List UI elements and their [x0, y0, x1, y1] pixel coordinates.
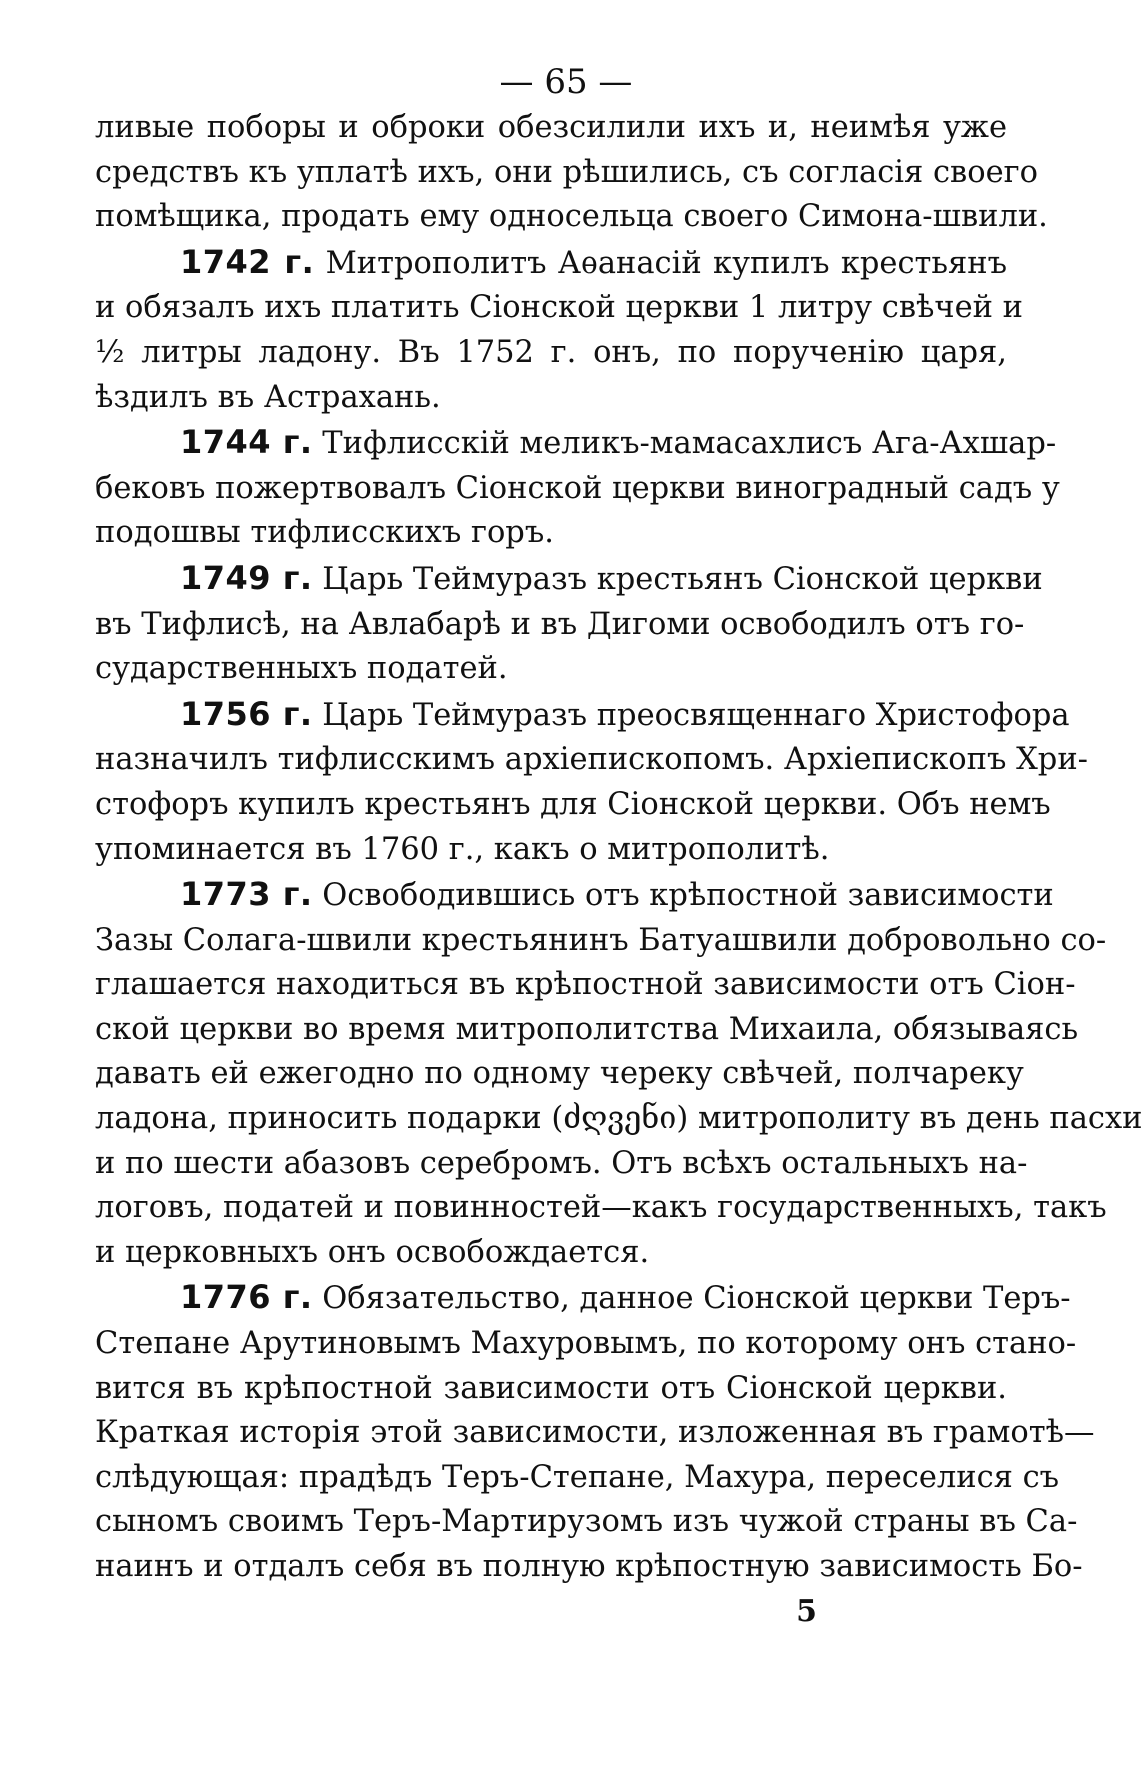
signature-mark: 5 [796, 1593, 817, 1629]
text-line-first [95, 420, 1057, 467]
text-line: ½ литры ладону. Въ 1752 г. онъ, по порученію царя, [95, 334, 1007, 370]
text-line: подошвы тифлисскихъ горъ. [95, 515, 554, 551]
text-line: логовъ, податей и повинностей—какъ государственныхъ, такъ [95, 1190, 1107, 1226]
text-line: бековъ пожертвовалъ Сіонской церкви виноградный садъ у [95, 470, 1060, 506]
text-line: помѣщика, продать ему односельца своего Симона-швили. [95, 199, 1048, 235]
paragraph-1776 [95, 1275, 1095, 1589]
page [95, 58, 1143, 1629]
text-line-first [95, 872, 1054, 919]
text-line: стофоръ купилъ крестьянъ для Сіонской церкви. Объ немъ [95, 786, 1051, 822]
year-heading: 1742 г. [180, 242, 315, 281]
text-line-first [95, 1275, 1071, 1322]
text-line: Митрополитъ Аѳанасій купилъ крестьянъ [325, 245, 1008, 281]
text-line: и церковныхъ онъ освобождается. [95, 1234, 650, 1270]
text-line: Освободившись отъ крѣпостной зависимости [322, 878, 1054, 914]
paragraph-1749 [95, 556, 1043, 692]
text-line: сударственныхъ податей. [95, 651, 508, 687]
text-line: ладона, приносить подарки (ძღვენი) митрополиту въ день пасхи [95, 1101, 1143, 1137]
text-line: средствъ къ уплатѣ ихъ, они рѣшились, съ согласія своего [95, 154, 1038, 190]
text-line: Царь Теймуразъ крестьянъ Сіонской церкви [322, 561, 1043, 597]
text-line: Тифлисскій меликъ-мамасахлисъ Ага-Ахшар- [322, 426, 1057, 462]
text-line: и по шести абазовъ серебромъ. Отъ всѣхъ остальныхъ на- [95, 1145, 1028, 1181]
text-line: ѣздилъ въ Астрахань. [95, 379, 441, 415]
text-line: ливые поборы и оброки обезсилили ихъ и, неимѣя уже [95, 110, 1007, 145]
text-line: Краткая исторія этой зависимости, изложенная въ грамотѣ— [95, 1415, 1095, 1451]
text-line: сыномъ своимъ Теръ-Мартирузомъ изъ чужой страны въ Са- [95, 1504, 1078, 1540]
text-line: глашается находиться въ крѣпостной зависимости отъ Сіон- [95, 967, 1076, 1003]
text-line: ской церкви во время митрополитства Михаила, обязываясь [95, 1011, 1079, 1047]
year-heading: 1773 г. [180, 875, 313, 914]
text-line: вится въ крѣпостной зависимости отъ Сіонской церкви. [95, 1370, 1007, 1406]
paragraph-1773 [95, 872, 1143, 1275]
paragraph-0 [95, 106, 1048, 240]
text-line-first [95, 692, 1070, 739]
paragraph-1742 [95, 240, 1023, 420]
text-line: упоминается въ 1760 г., какъ о митрополитѣ. [95, 831, 830, 867]
text-line: слѣдующая: прадѣдъ Теръ-Степане, Махура, переселися съ [95, 1459, 1060, 1495]
year-heading: 1776 г. [180, 1278, 313, 1317]
text-line: Зазы Солага-швили крестьянинъ Батуашвили добровольно со- [95, 922, 1107, 958]
text-line: въ Тифлисѣ, на Авлабарѣ и въ Дигоми освободилъ отъ го- [95, 606, 1025, 642]
text-line: давать ей ежегодно по одному череку свѣчей, полчареку [95, 1056, 1024, 1092]
paragraph-1744 [95, 420, 1060, 556]
text-line: назначилъ тифлисскимъ архіепископомъ. Архіепископъ Хри- [95, 742, 1088, 778]
year-heading: 1756 г. [180, 694, 313, 733]
text-line: Степане Арутиновымъ Махуровымъ, по которому онъ стано- [95, 1326, 1077, 1362]
text-line: Царь Теймуразъ преосвященнаго Христофора [322, 697, 1070, 733]
year-heading: 1749 г. [180, 558, 313, 597]
text-line: и обязалъ ихъ платить Сіонской церкви 1 литру свѣчей и [95, 290, 1023, 326]
page-number-header: — 65 — [499, 62, 633, 102]
text-line-first [95, 556, 1043, 603]
year-heading: 1744 г. [180, 423, 313, 462]
text-line-first [95, 240, 1007, 287]
text-line: Обязательство, данное Сіонской церкви Теръ- [322, 1281, 1071, 1317]
text-line: наинъ и отдалъ себя въ полную крѣпостную зависимость Бо- [95, 1549, 1083, 1584]
paragraph-1756 [95, 692, 1088, 872]
